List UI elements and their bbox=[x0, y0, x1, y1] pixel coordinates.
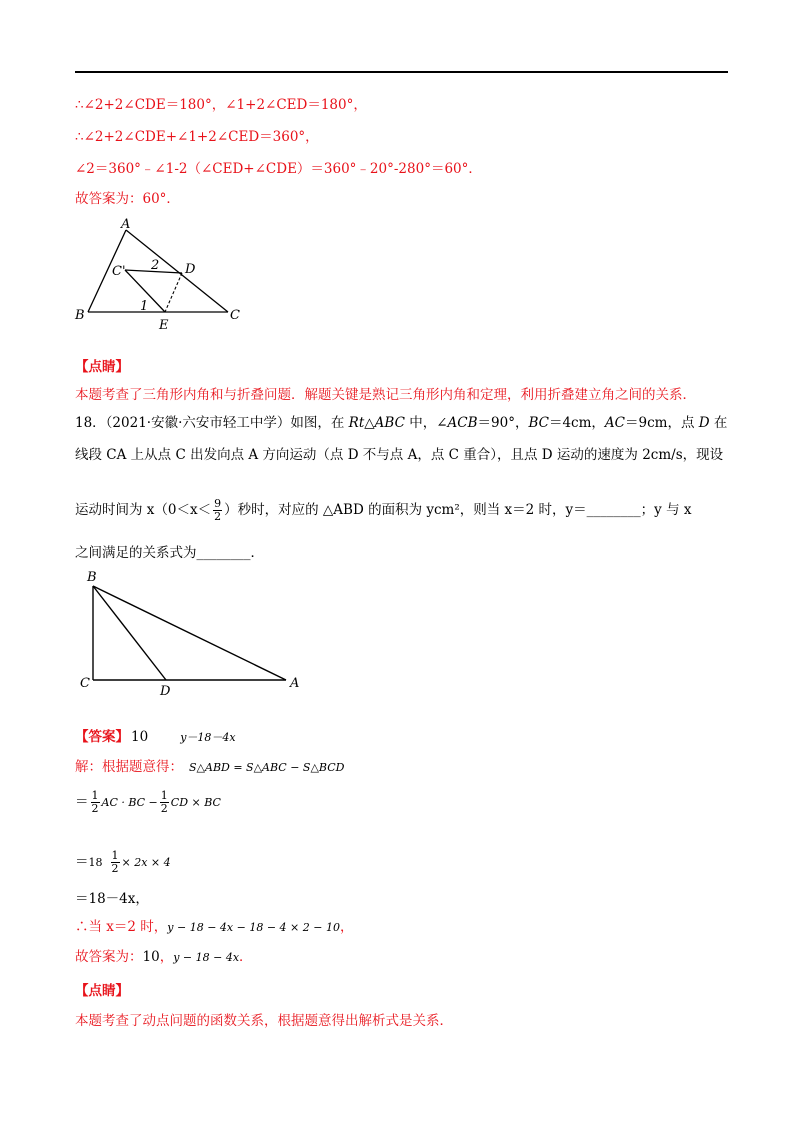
fraction: $\frac{1}{2}$ bbox=[111, 849, 119, 875]
solution-line: 解：根据题意得： S△ABD = S△ABC − S△BCD bbox=[75, 759, 345, 775]
solution-line: ∴当 x＝2 时，y − 18 − 4x − 18 − 4 × 2 − 10， bbox=[75, 919, 354, 935]
label-e: E bbox=[159, 318, 169, 333]
label-d: D bbox=[185, 262, 196, 277]
label-b: B bbox=[87, 570, 97, 585]
solution-line: 故答案为：10，y − 18 − 4x． bbox=[75, 949, 253, 965]
comment-tag: 【点睛】 bbox=[75, 359, 129, 375]
problem-line: 18．（2021·安徽·六安市轻工中学）如图，在 Rt△ABC 中，∠ACB＝90°，BC＝4cm，AC＝9cm，点 D 在 bbox=[75, 415, 728, 431]
solution-line: ∠2＝360°﹣∠1-2（∠CED+∠CDE）＝360°﹣20°-280°＝60°． bbox=[75, 161, 482, 177]
label-a: A bbox=[290, 676, 300, 691]
label-d: D bbox=[160, 684, 171, 699]
header-rule bbox=[75, 71, 728, 73]
answer-line: 故答案为：60°． bbox=[75, 191, 180, 207]
right-triangle-figure bbox=[78, 568, 308, 698]
solution-line: ∴∠2+2∠CDE＝180°，∠1+2∠CED＝180°， bbox=[75, 97, 367, 113]
fraction: $\frac{1}{2}$ bbox=[160, 789, 168, 815]
solution-line: ＝ $\frac{1}{2}$ AC · BC − $\frac{1}{2}$ CD × BC bbox=[75, 789, 221, 815]
problem-line: 之间满足的关系式为________． bbox=[75, 545, 264, 561]
segment-bd bbox=[93, 586, 166, 680]
angle-label-2: 2 bbox=[151, 258, 160, 273]
label-a: A bbox=[121, 217, 131, 232]
label-c: C bbox=[230, 308, 240, 323]
comment-text: 本题考查了动点问题的函数关系，根据题意得出解析式是关系． bbox=[75, 1013, 453, 1029]
problem-line: 线段 CA 上从点 C 出发向点 A 方向运动（点 D 不与点 A，点 C 重合），且点 D 运动的速度为 2cm/s，现设 bbox=[75, 447, 724, 463]
label-c: C bbox=[80, 676, 90, 691]
triangle-fold-figure bbox=[70, 215, 260, 335]
comment-tag: 【点睛】 bbox=[75, 983, 129, 999]
segment-de-dashed bbox=[165, 273, 182, 312]
solution-line: ＝18 $\frac{1}{2}$ × 2x × 4 bbox=[75, 849, 171, 875]
problem-line: 运动时间为 x（0＜x＜ $\frac{9}{2}$ ）秒时，对应的 △ABD 的面积为 ycm²，则当 x＝2 时，y＝________；y 与 x bbox=[75, 497, 692, 523]
answer-line: 【答案】 10 y－18－4x bbox=[75, 729, 236, 745]
label-c-prime: C' bbox=[112, 264, 126, 279]
side-ba bbox=[93, 586, 286, 680]
comment-text: 本题考查了三角形内角和与折叠问题．解题关键是熟记三角形内角和定理，利用折叠建立角之间的关系． bbox=[75, 387, 696, 403]
solution-line: ∴∠2+2∠CDE+∠1+2∠CED＝360°， bbox=[75, 129, 319, 145]
fraction: $\frac{9}{2}$ bbox=[214, 497, 222, 523]
solution-line: ＝18－4x， bbox=[75, 891, 149, 907]
label-b: B bbox=[75, 308, 85, 323]
fraction: $\frac{1}{2}$ bbox=[91, 789, 99, 815]
angle-label-1: 1 bbox=[140, 299, 149, 314]
